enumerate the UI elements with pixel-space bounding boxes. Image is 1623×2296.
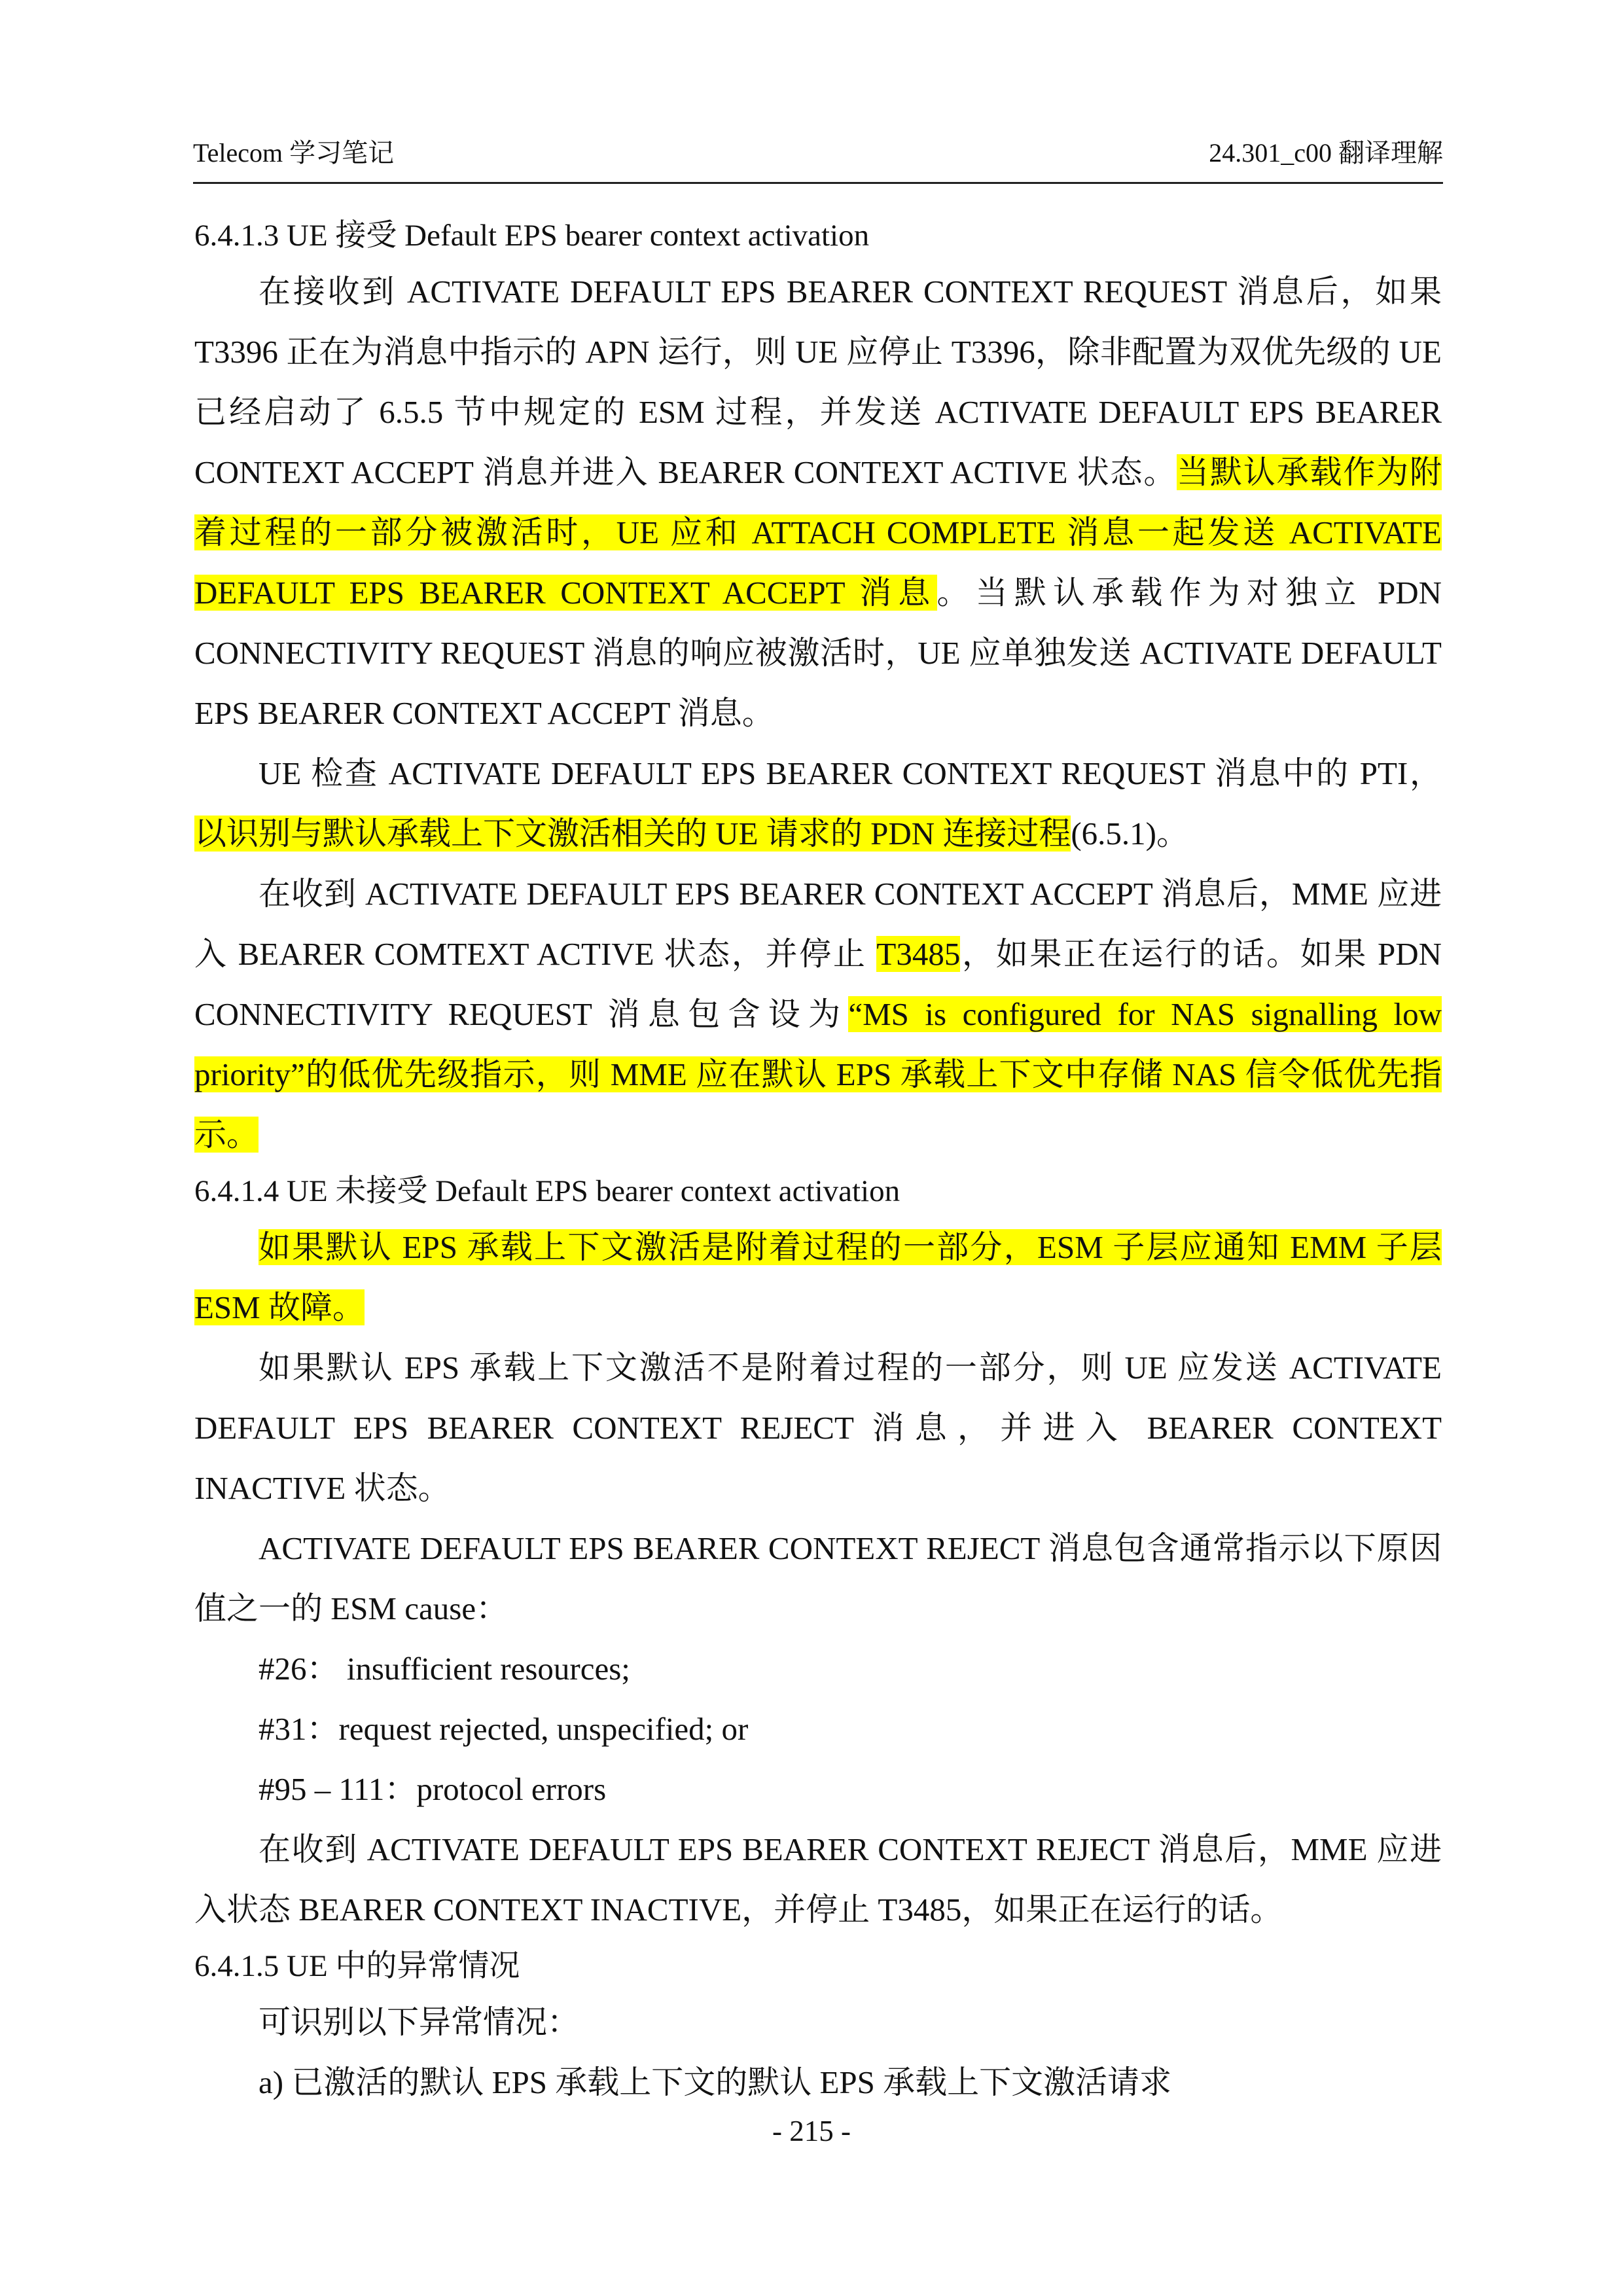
- paragraph-6-4-1-4-3: ACTIVATE DEFAULT EPS BEARER CONTEXT REJECT 消息包含通常指示以下原因值之一的 ESM cause：: [194, 1530, 1442, 1626]
- section-heading-6-4-1-5: 6.4.1.5 UE 中的异常情况: [194, 1949, 520, 1983]
- esm-cause-item: #95 – 111：protocol errors: [259, 1771, 607, 1807]
- paragraph-6-4-1-3-2: [194, 744, 1442, 864]
- header-right-title: 24.301_c00 翻译理解: [1209, 138, 1443, 168]
- text-segment: ，如果正在运行的话。如果 PDN CONNECTIVITY REQUEST 消息包含设为: [194, 936, 1442, 1032]
- section-heading-6-4-1-4: 6.4.1.4 UE 未接受 Default EPS bearer context activation: [194, 1174, 901, 1208]
- highlighted-text: T3485: [876, 936, 961, 972]
- esm-cause-item: #26： insufficient resources;: [259, 1651, 630, 1687]
- page-number: - 215 -: [772, 2115, 851, 2147]
- page-header: [193, 130, 1443, 184]
- paragraph-6-4-1-3-3: [194, 864, 1442, 1165]
- paragraph-6-4-1-4-1: [194, 1217, 1442, 1338]
- paragraph-6-4-1-3-1: [194, 262, 1442, 744]
- section-heading-6-4-1-3: 6.4.1.3 UE 接受 Default EPS bearer context activation: [194, 219, 870, 253]
- text-segment: 。当默认承载作为对独立 PDN CONNECTIVITY REQUEST 消息的响应被激活时，UE 应单独发送 ACTIVATE DEFAULT EPS BEARER CONTEXT ACCEPT 消息。: [194, 575, 1442, 731]
- text-segment: UE 检查 ACTIVATE DEFAULT EPS BEARER CONTEXT REQUEST 消息中的 PTI，: [259, 755, 1442, 791]
- highlighted-text: 以识别与默认承载上下文激活相关的 UE 请求的 PDN 连接过程: [194, 816, 1071, 852]
- text-segment: 在收到 ACTIVATE DEFAULT EPS BEARER CONTEXT ACCEPT 消息后，MME 应进入 BEARER COMTEXT ACTIVE 状态，并停止: [194, 876, 1442, 972]
- paragraph-6-4-1-4-4: 在收到 ACTIVATE DEFAULT EPS BEARER CONTEXT REJECT 消息后，MME 应进入状态 BEARER CONTEXT INACTIVE，并停止 T3485，如果正在运行的话。: [194, 1831, 1442, 1928]
- highlighted-text: “MS is configured for NAS signalling low priority”的低优先级指示，则 MME 应在默认 EPS 承载上下文中存储 NAS 信令低优先指示。: [194, 996, 1442, 1153]
- highlighted-text: 当默认承载作为附着过程的一部分被激活时，UE 应和 ATTACH COMPLETE 消息一起发送 ACTIVATE DEFAULT EPS BEARER CONTEXT ACCEPT 消息: [194, 454, 1442, 611]
- highlighted-text: 如果默认 EPS 承载上下文激活是附着过程的一部分，ESM 子层应通知 EMM 子层 ESM 故障。: [194, 1229, 1442, 1325]
- text-segment: (6.5.1)。: [1071, 816, 1188, 852]
- list-item-a: a) 已激活的默认 EPS 承载上下文的默认 EPS 承载上下文激活请求: [259, 2064, 1172, 2100]
- paragraph-6-4-1-4-2: 如果默认 EPS 承载上下文激活不是附着过程的一部分，则 UE 应发送 ACTIVATE DEFAULT EPS BEARER CONTEXT REJECT 消息，并进入 BEARER CONTEXT INACTIVE 状态。: [194, 1350, 1442, 1506]
- esm-cause-item: #31：request rejected, unspecified; or: [259, 1711, 749, 1747]
- paragraph-6-4-1-5-1: 可识别以下异常情况：: [259, 2004, 580, 2040]
- text-segment: 在接收到 ACTIVATE DEFAULT EPS BEARER CONTEXT REQUEST 消息后，如果 T3396 正在为消息中指示的 APN 运行，则 UE 应停止 T3396，除非配置为双优先级的 UE 已经启动了 6.5.5 节中规定的 ESM 过程，并发送 ACTIVATE DEFAULT EPS BEARER CONTEXT ACCEPT 消息并进入 BEARER CONTEXT ACTIVE 状态。: [194, 274, 1442, 490]
- header-left-title: Telecom 学习笔记: [193, 138, 395, 168]
- page-content: [194, 209, 1442, 2113]
